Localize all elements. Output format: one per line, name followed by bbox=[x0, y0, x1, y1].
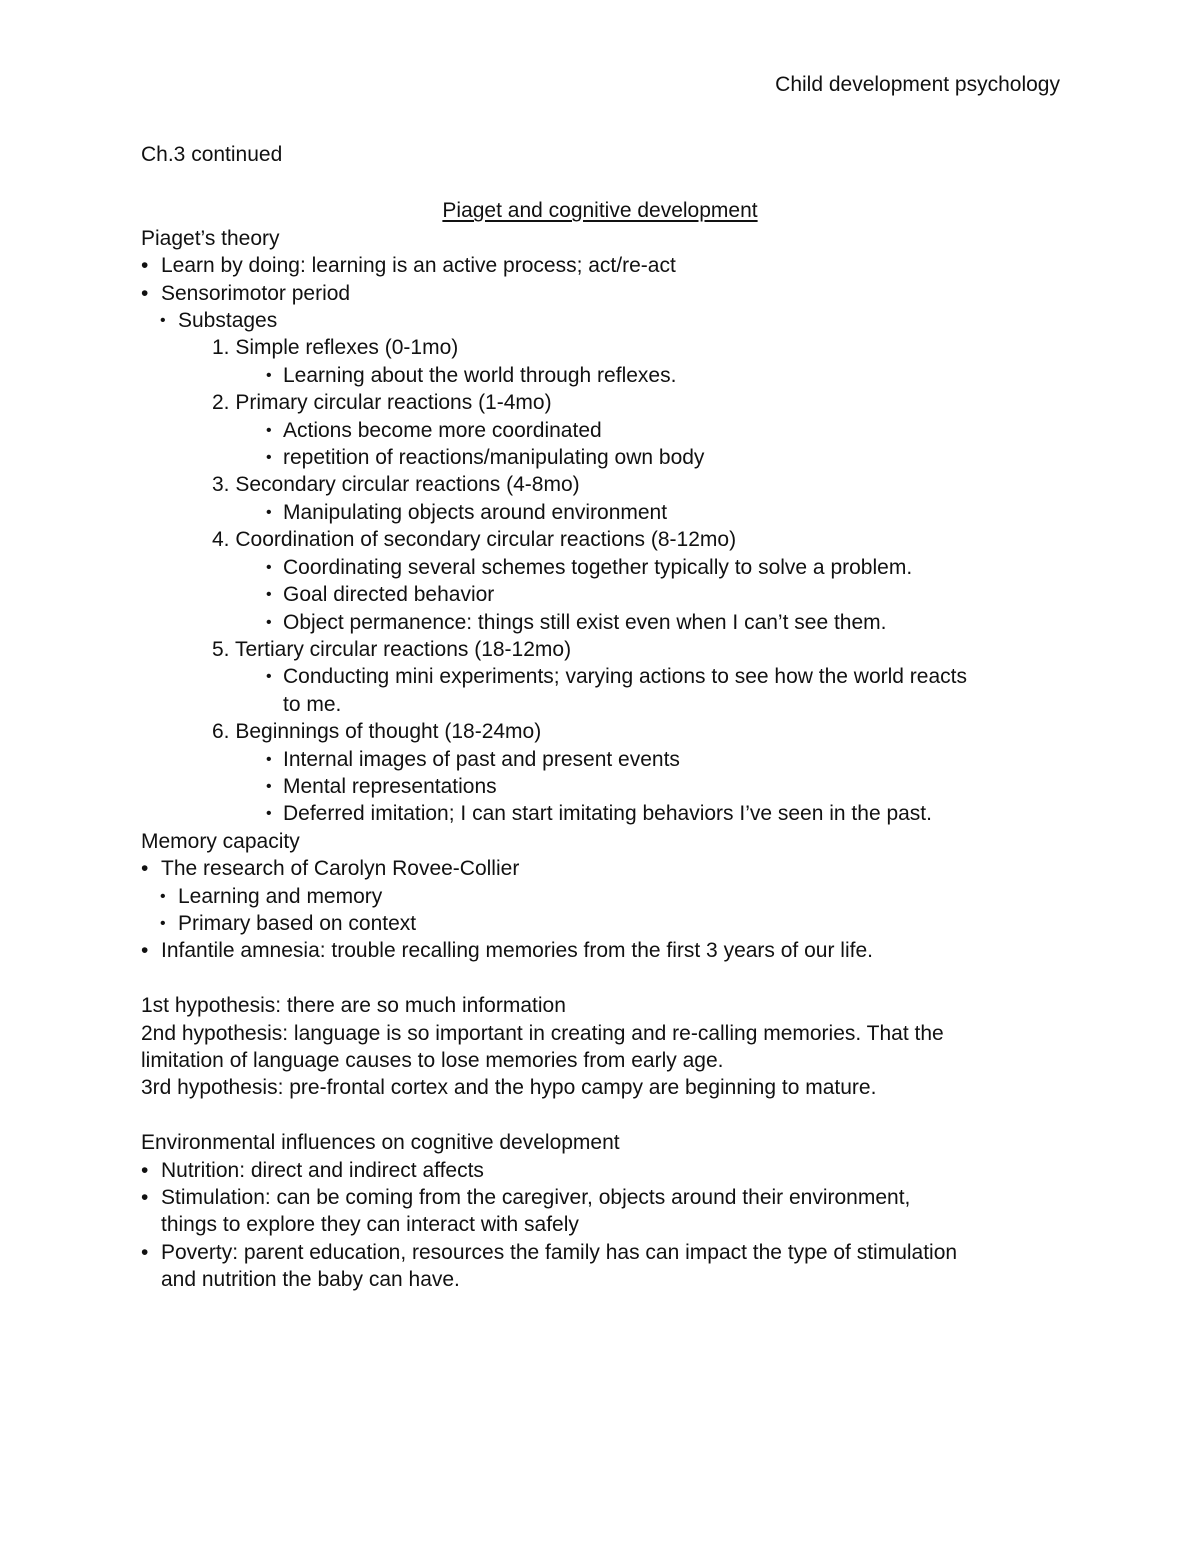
list-item-text: repetition of reactions/manipulating own body bbox=[283, 446, 705, 470]
bullet-icon: • bbox=[266, 449, 272, 467]
piaget-heading: Piaget’s theory bbox=[141, 226, 280, 250]
bullet-icon: • bbox=[266, 366, 272, 384]
list-item bbox=[141, 1239, 1061, 1266]
list-item bbox=[141, 1184, 1061, 1211]
list-item-text: Actions become more coordinated bbox=[283, 418, 602, 442]
list-item-text: The research of Carolyn Rovee-Collier bbox=[161, 857, 520, 881]
list-item bbox=[141, 773, 1061, 800]
stage-title: 1. Simple reflexes (0-1mo) bbox=[212, 336, 459, 360]
list-item bbox=[141, 1157, 1061, 1184]
stage-title: 2. Primary circular reactions (1-4mo) bbox=[212, 391, 552, 415]
list-item bbox=[141, 609, 1061, 636]
document-body bbox=[141, 141, 1061, 1294]
list-item bbox=[141, 252, 1061, 279]
bullet-icon: • bbox=[266, 421, 272, 439]
hypothesis-1: 1st hypothesis: there are so much information bbox=[141, 994, 566, 1018]
list-item bbox=[141, 417, 1061, 444]
memory-heading: Memory capacity bbox=[141, 829, 300, 853]
list-item-text: Mental representations bbox=[283, 774, 497, 798]
bullet-icon: • bbox=[160, 914, 166, 932]
document-header: Child development psychology bbox=[775, 73, 1060, 96]
list-item bbox=[141, 307, 1061, 334]
bullet-icon: • bbox=[141, 254, 149, 278]
bullet-icon: • bbox=[266, 613, 272, 631]
bullet-icon: • bbox=[160, 312, 166, 330]
bullet-icon: • bbox=[266, 750, 272, 768]
bullet-icon: • bbox=[266, 586, 272, 604]
list-item-continuation: things to explore they can interact with safely bbox=[161, 1213, 579, 1237]
stage-title: 5. Tertiary circular reactions (18-12mo) bbox=[212, 637, 572, 661]
list-item-text: Nutrition: direct and indirect affects bbox=[161, 1158, 484, 1182]
list-item bbox=[141, 910, 1061, 937]
list-item bbox=[141, 883, 1061, 910]
list-item bbox=[141, 581, 1061, 608]
list-item-text: Poverty: parent education, resources the family has can impact the type of stimulation bbox=[161, 1240, 958, 1264]
bullet-icon: • bbox=[141, 939, 149, 963]
list-item-text: Object permanence: things still exist even when I can’t see them. bbox=[283, 610, 887, 634]
stage-title: 6. Beginnings of thought (18-24mo) bbox=[212, 720, 542, 744]
stage-title: 3. Secondary circular reactions (4-8mo) bbox=[212, 473, 580, 497]
bullet-icon: • bbox=[141, 1186, 149, 1209]
list-item bbox=[141, 499, 1061, 526]
spacer bbox=[141, 965, 1061, 992]
list-item-text: Goal directed behavior bbox=[283, 583, 495, 607]
list-item bbox=[141, 444, 1061, 471]
list-item bbox=[141, 663, 1061, 690]
chapter-label: Ch.3 continued bbox=[141, 143, 283, 166]
hypothesis-3: 3rd hypothesis: pre-frontal cortex and the hypo campy are beginning to mature. bbox=[141, 1076, 877, 1100]
list-item-text: Sensorimotor period bbox=[161, 281, 351, 305]
bullet-icon: • bbox=[266, 668, 272, 686]
hypothesis-2: 2nd hypothesis: language is so important in creating and re-calling memories. That the bbox=[141, 1021, 944, 1045]
hypothesis-2-continuation: limitation of language causes to lose memories from early age. bbox=[141, 1048, 724, 1072]
bullet-icon: • bbox=[141, 1240, 149, 1264]
list-item-text: Learning about the world through reflexes. bbox=[283, 363, 677, 387]
spacer bbox=[141, 1102, 1061, 1129]
section-title: Piaget and cognitive development bbox=[442, 199, 758, 223]
list-item-text: Deferred imitation; I can start imitating behaviors I’ve seen in the past. bbox=[283, 802, 932, 826]
bullet-icon: • bbox=[266, 558, 272, 576]
bullet-icon: • bbox=[141, 857, 149, 881]
list-item-text: Internal images of past and present events bbox=[283, 747, 680, 771]
list-item bbox=[141, 937, 1061, 964]
list-item-text: Learning and memory bbox=[178, 884, 383, 908]
section-title-row bbox=[141, 197, 1059, 224]
list-item-text: Substages bbox=[178, 309, 278, 333]
list-item bbox=[141, 800, 1061, 827]
environment-heading: Environmental influences on cognitive development bbox=[141, 1131, 620, 1155]
list-item bbox=[141, 280, 1061, 307]
bullet-icon: • bbox=[266, 805, 272, 823]
list-item bbox=[141, 855, 1061, 882]
list-item-text: Conducting mini experiments; varying actions to see how the world reacts bbox=[283, 665, 967, 689]
bullet-icon: • bbox=[266, 503, 272, 521]
list-item-text: Stimulation: can be coming from the caregiver, objects around their environment, bbox=[161, 1186, 911, 1209]
list-item-text: Primary based on context bbox=[178, 911, 417, 935]
list-item bbox=[141, 746, 1061, 773]
list-item bbox=[141, 362, 1061, 389]
list-item-text: Manipulating objects around environment bbox=[283, 500, 668, 524]
stage-title: 4. Coordination of secondary circular reactions (8-12mo) bbox=[212, 528, 737, 552]
bullet-icon: • bbox=[160, 887, 166, 905]
list-item-continuation: to me. bbox=[283, 692, 342, 716]
list-item-text: Coordinating several schemes together typically to solve a problem. bbox=[283, 555, 913, 579]
list-item bbox=[141, 554, 1061, 581]
list-item-continuation: and nutrition the baby can have. bbox=[161, 1268, 460, 1292]
list-item-text: Learn by doing: learning is an active process; act/re-act bbox=[161, 254, 676, 278]
bullet-icon: • bbox=[141, 281, 149, 305]
list-item-text: Infantile amnesia: trouble recalling memories from the first 3 years of our life. bbox=[161, 939, 873, 963]
bullet-icon: • bbox=[266, 777, 272, 795]
bullet-icon: • bbox=[141, 1158, 149, 1182]
